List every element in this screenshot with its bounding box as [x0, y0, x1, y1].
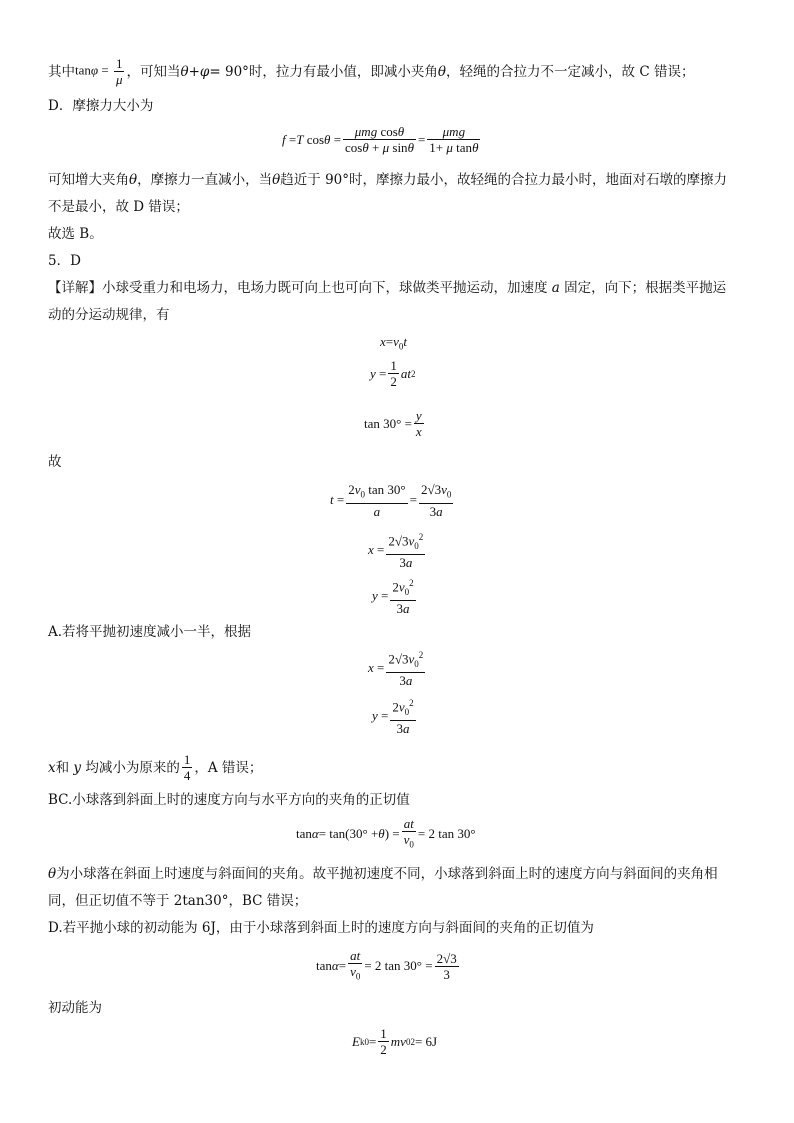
text-line: 同，但正切值不等于 2tan30°，BC 错误；	[48, 893, 308, 909]
option-d-heading: D．摩擦力大小为	[48, 98, 154, 114]
text: 和	[55, 759, 70, 776]
equation-y-repeat: y = $\frac{2v_0^2}{3a}$	[372, 698, 414, 736]
text-line-friction: 可知增大夹角 θ ，摩擦力一直减小，当 θ 趋近于 90°时，摩擦力最小，故轻绳的合拉力最小时，地面对石墩的摩擦力	[48, 172, 727, 188]
equation-tan-alpha-value: tan α = $\frac{at}{v_0}$ = 2 tan 30° = $\frac{2√3}{3}$	[316, 948, 457, 982]
text-line: 故选 B。	[48, 226, 103, 242]
text: 时，拉力有最小值，即减小夹角	[248, 63, 438, 80]
text: ，A 错误；	[194, 759, 263, 776]
equation-tan30: tan 30° = $\frac{y}{x}$	[364, 408, 422, 439]
text: 【详解】小球受重力和电场力，电场力既可向上也可向下，球做类平抛运动，加速度	[48, 280, 548, 296]
text: ，摩擦力一直减小，当	[137, 172, 273, 188]
text: 均减小为原来的	[85, 759, 180, 776]
text-line: 不是最小，故 D 错误；	[48, 199, 189, 215]
equation-x: $x=v_0t$	[380, 334, 408, 352]
text: ，轻绳的合拉力不一定减小，故 C 错误；	[446, 63, 695, 80]
answer-5: 5．D	[48, 253, 81, 269]
option-a-text: A.若将平抛初速度减小一半，根据	[48, 624, 252, 640]
option-bc-text: BC.小球落到斜面上时的速度方向与水平方向的夹角的正切值	[48, 792, 410, 808]
equation-t: t = $\frac{2v_0 \tan 30^\circ}{a}$ = $\frac{2√3v_0}{3a}$	[330, 482, 452, 519]
text: 趋近于 90°时，摩擦力最小，故轻绳的合拉力最小时，地面对石墩的摩擦力	[280, 172, 727, 188]
equation-y-result: y = $\frac{2v_0^2}{3a}$	[372, 578, 414, 616]
friction-equation: f = T cos θ = $\frac{\text{μmg cosθ}}{\text{cosθ + μ sinθ}}$ = $\frac{\text{μmg}}{\text{1+ μ tanθ}}$	[282, 124, 479, 155]
equation-x-result: x = $\frac{2√3v_0^2}{3a}$	[368, 532, 424, 570]
text-line-theta: θ 为小球落在斜面上时速度与斜面间的夹角。故平抛初速度不同，小球落到斜面上时的速度方向与斜面间的夹角相	[48, 866, 718, 882]
detailed-explanation: 【详解】小球受重力和电场力，电场力既可向上也可向下，球做类平抛运动，加速度 a 固定，向下；根据类平抛运	[48, 280, 727, 296]
text-line: 初动能为	[48, 1000, 102, 1016]
option-d-text: D.若平抛小球的初动能为 6J，由于小球落到斜面上时的速度方向与斜面间的夹角的正切值为	[48, 920, 594, 936]
text-line-c-conclusion: 其中 tanφ = $\frac{1}{\mu}$ ，可知当 θ + φ = 90° 时，拉力有最小值，即减小夹角 θ ，轻绳的合拉力不一定减小，故 C 错误；	[48, 56, 695, 87]
text: 固定，向下；根据类平抛运	[564, 280, 727, 296]
text-line: 故	[48, 454, 62, 470]
text: 为小球落在斜面上时速度与斜面间的夹角。故平抛初速度不同，小球落到斜面上时的速度方向与斜面间的夹角相	[56, 866, 718, 882]
option-a-conclusion: x 和 y 均减小为原来的 $\frac{1}{4}$ ，A 错误；	[48, 752, 263, 783]
equation-x-repeat: x = $\frac{2√3v_0^2}{3a}$	[368, 650, 424, 688]
text: 可知增大夹角	[48, 172, 129, 188]
equation-tan-alpha: tan α = tan(30° + θ ) = $\frac{at}{v_0}$ = 2 tan 30°	[296, 816, 476, 850]
text: ，可知当	[126, 63, 181, 80]
text: 其中	[48, 63, 75, 80]
text-line: 动的分运动规律，有	[48, 307, 170, 323]
equation-y: y = $\frac{1}{2}$ at 2	[370, 358, 416, 389]
equation-kinetic-energy: E k0 = $\frac{1}{2}$ mv 0 2 = 6J	[352, 1026, 438, 1057]
